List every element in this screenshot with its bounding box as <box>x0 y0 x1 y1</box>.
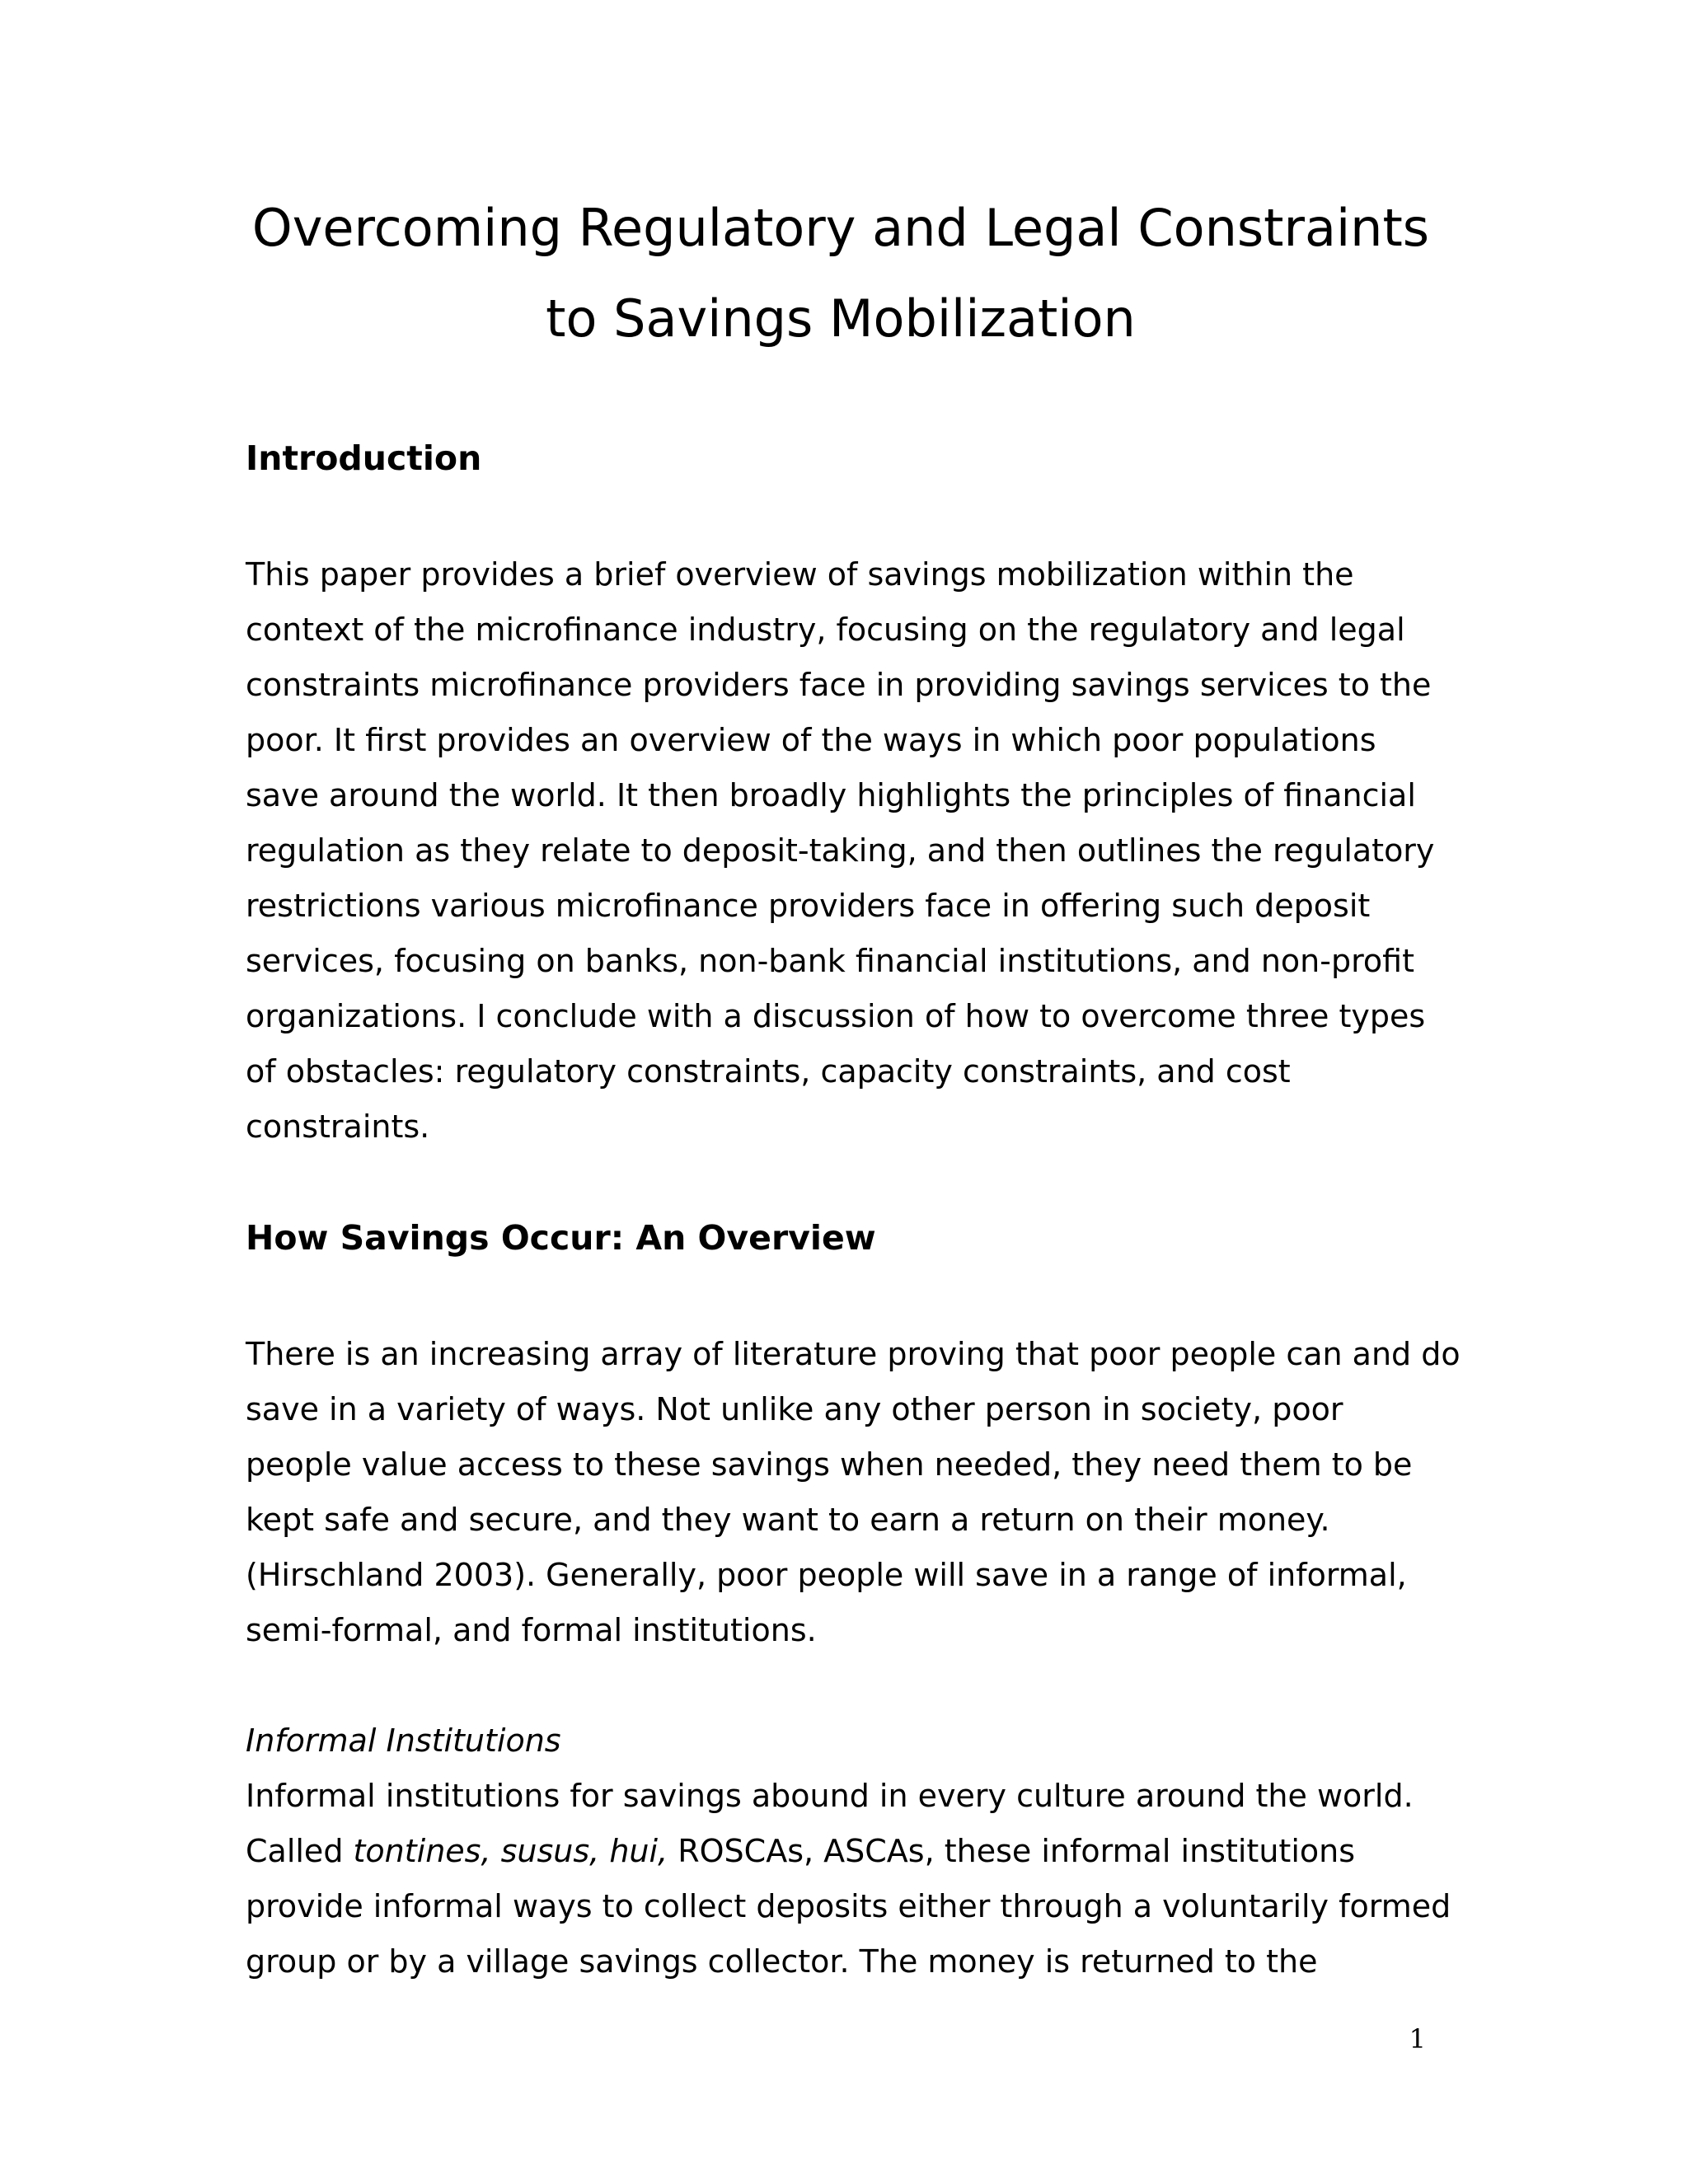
overview-line: semi-formal, and formal institutions. <box>246 1612 817 1648</box>
informal-line: group or by a village savings collector. The money is returned to the <box>246 1943 1318 1980</box>
page-number: 1 <box>1409 2023 1426 2055</box>
informal-line-mixed <box>246 1835 1355 1867</box>
overview-line: people value access to these savings when needed, they need them to be <box>246 1446 1413 1483</box>
informal-line-suffix: ROSCAs, ASCAs, these informal institutions <box>668 1833 1356 1869</box>
introduction-line: regulation as they relate to deposit-taking, and then outlines the regulatory <box>246 832 1435 869</box>
overview-line: kept safe and secure, and they want to earn a return on their money. <box>246 1502 1330 1538</box>
informal-line: provide informal ways to collect deposits either through a voluntarily formed <box>246 1888 1451 1924</box>
informal-line-prefix: Called <box>246 1833 354 1869</box>
introduction-line: context of the microfinance industry, focusing on the regulatory and legal <box>246 612 1405 648</box>
overview-line: There is an increasing array of literature proving that poor people can and do <box>246 1336 1461 1372</box>
informal-line-italic-terms: tontines, susus, hui, <box>353 1833 668 1869</box>
overview-line: (Hirschland 2003). Generally, poor people will save in a range of informal, <box>246 1557 1407 1593</box>
overview-line: save in a variety of ways. Not unlike any other person in society, poor <box>246 1391 1343 1427</box>
introduction-line: save around the world. It then broadly highlights the principles of financial <box>246 777 1416 813</box>
introduction-line: This paper provides a brief overview of savings mobilization within the <box>246 556 1354 593</box>
section-heading-overview: How Savings Occur: An Overview <box>246 1218 876 1258</box>
introduction-line: of obstacles: regulatory constraints, capacity constraints, and cost <box>246 1053 1291 1090</box>
introduction-line: services, focusing on banks, non-bank financial institutions, and non-profit <box>246 943 1414 979</box>
informal-line: Informal institutions for savings abound in every culture around the world. <box>246 1778 1414 1814</box>
document-title-line-1: Overcoming Regulatory and Legal Constraints <box>251 198 1430 258</box>
introduction-line: organizations. I conclude with a discussion of how to overcome three types <box>246 998 1426 1034</box>
introduction-line: poor. It first provides an overview of the ways in which poor populations <box>246 722 1376 758</box>
document-title-line-2: to Savings Mobilization <box>546 288 1136 349</box>
introduction-line: constraints microfinance providers face in providing savings services to the <box>246 667 1432 703</box>
section-heading-introduction: Introduction <box>246 438 482 478</box>
subheading-informal-institutions: Informal Institutions <box>246 1722 561 1759</box>
introduction-line: restrictions various microfinance providers face in offering such deposit <box>246 888 1371 924</box>
introduction-line: constraints. <box>246 1108 430 1145</box>
